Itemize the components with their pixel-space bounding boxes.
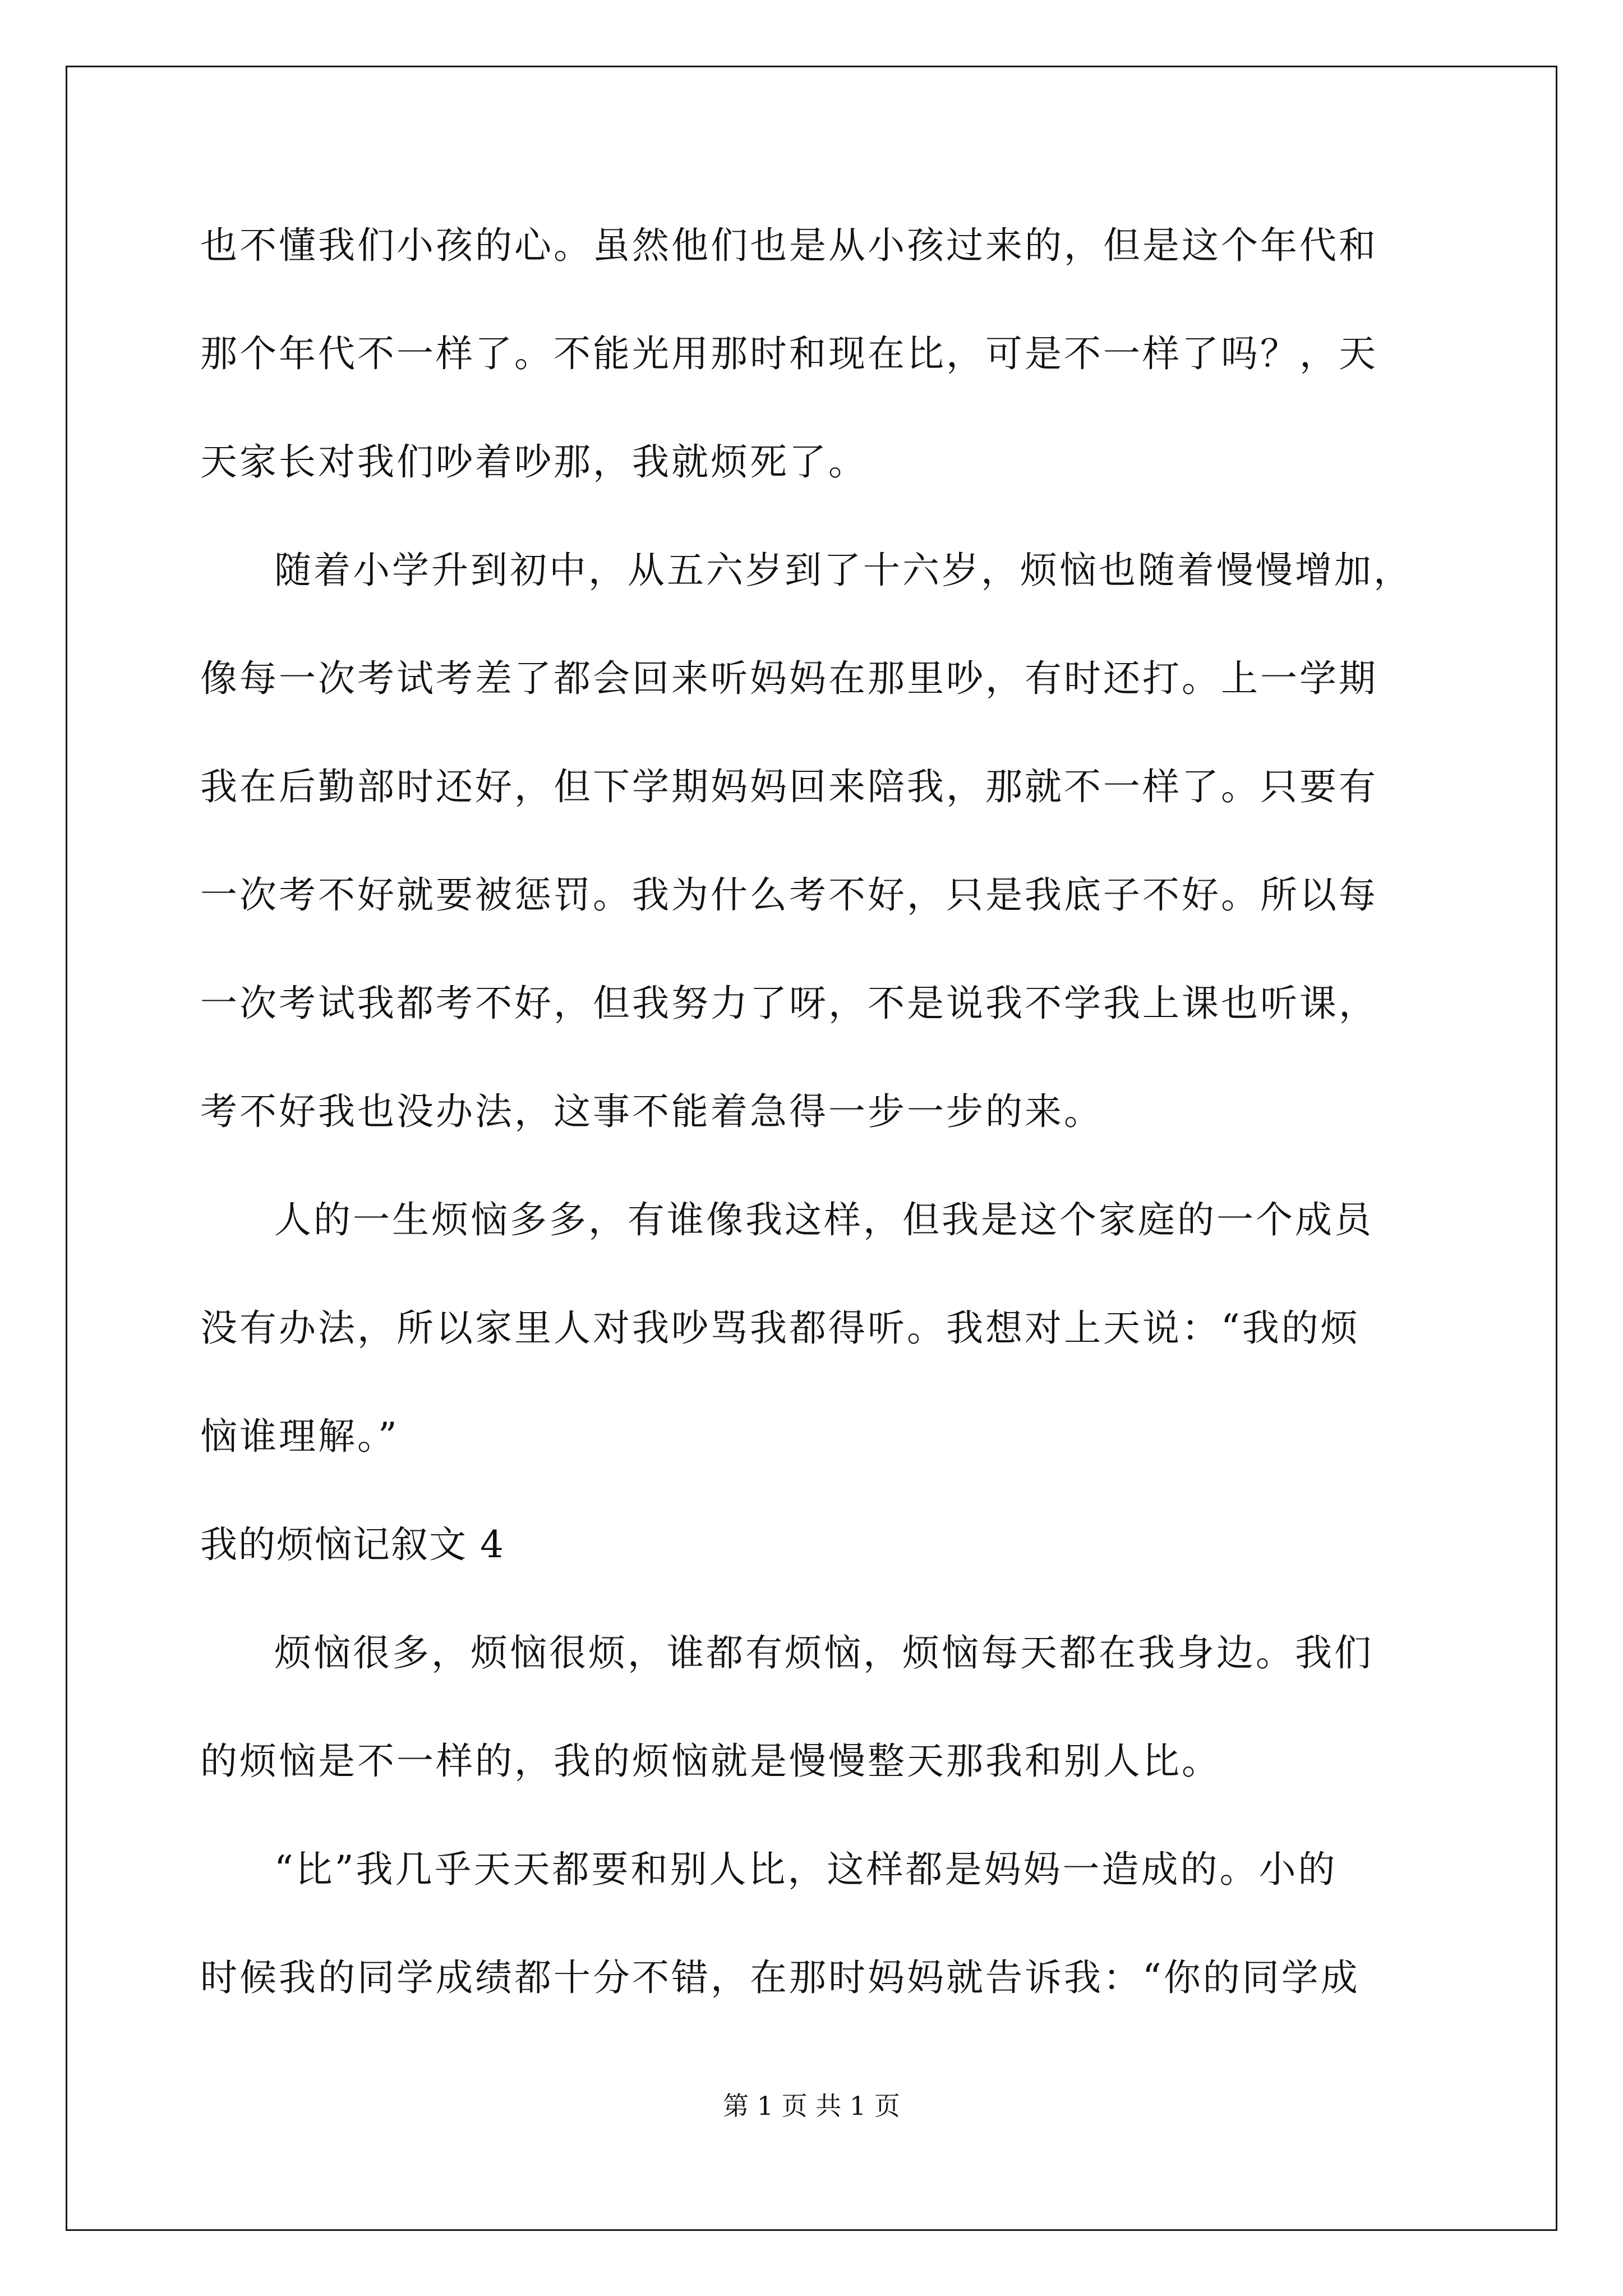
text-line: 没有办法，所以家里人对我吵骂我都得听。我想对上天说：“我的烦 xyxy=(200,1306,1360,1350)
text-line: 我在后勤部时还好，但下学期妈妈回来陪我，那就不一样了。只要有 xyxy=(200,765,1378,808)
paragraph-start-line: “比”我几乎天天都要和别人比，这样都是妈妈一造成的。小的 xyxy=(274,1848,1338,1891)
page-footer: 第 1 页 共 1 页 xyxy=(723,2091,900,2121)
text-line: 一次考不好就要被惩罚。我为什么考不好，只是我底子不好。所以每 xyxy=(200,873,1378,917)
text-line: 像每一次考试考差了都会回来听妈妈在那里吵，有时还打。上一学期 xyxy=(200,657,1378,700)
page-border xyxy=(66,66,1557,2231)
text-line: 时候我的同学成绩都十分不错，在那时妈妈就告诉我：“你的同学成 xyxy=(200,1956,1360,1999)
paragraph-start-line: 烦恼很多，烦恼很烦，谁都有烦恼，烦恼每天都在我身边。我们 xyxy=(274,1631,1373,1674)
section-heading: 我的烦恼记叙文 4 xyxy=(200,1523,505,1566)
paragraph-start-line: 随着小学升到初中，从五六岁到了十六岁，烦恼也随着慢慢增加， xyxy=(274,549,1413,592)
text-line: 恼谁理解。” xyxy=(200,1415,399,1458)
text-line: 的烦恼是不一样的，我的烦恼就是慢慢整天那我和别人比。 xyxy=(200,1740,1221,1783)
text-line: 考不好我也没办法，这事不能着急得一步一步的来。 xyxy=(200,1090,1103,1133)
paragraph-start-line: 人的一生烦恼多多，有谁像我这样，但我是这个家庭的一个成员 xyxy=(274,1198,1373,1241)
text-line: 天家长对我们吵着吵那，我就烦死了。 xyxy=(200,440,868,484)
text-line: 一次考试我都考不好，但我努力了呀，不是说我不学我上课也听课， xyxy=(200,982,1378,1025)
text-line: 也不懂我们小孩的心。虽然他们也是从小孩过来的，但是这个年代和 xyxy=(200,224,1378,267)
text-line: 那个年代不一样了。不能光用那时和现在比，可是不一样了吗？，天 xyxy=(200,332,1378,375)
